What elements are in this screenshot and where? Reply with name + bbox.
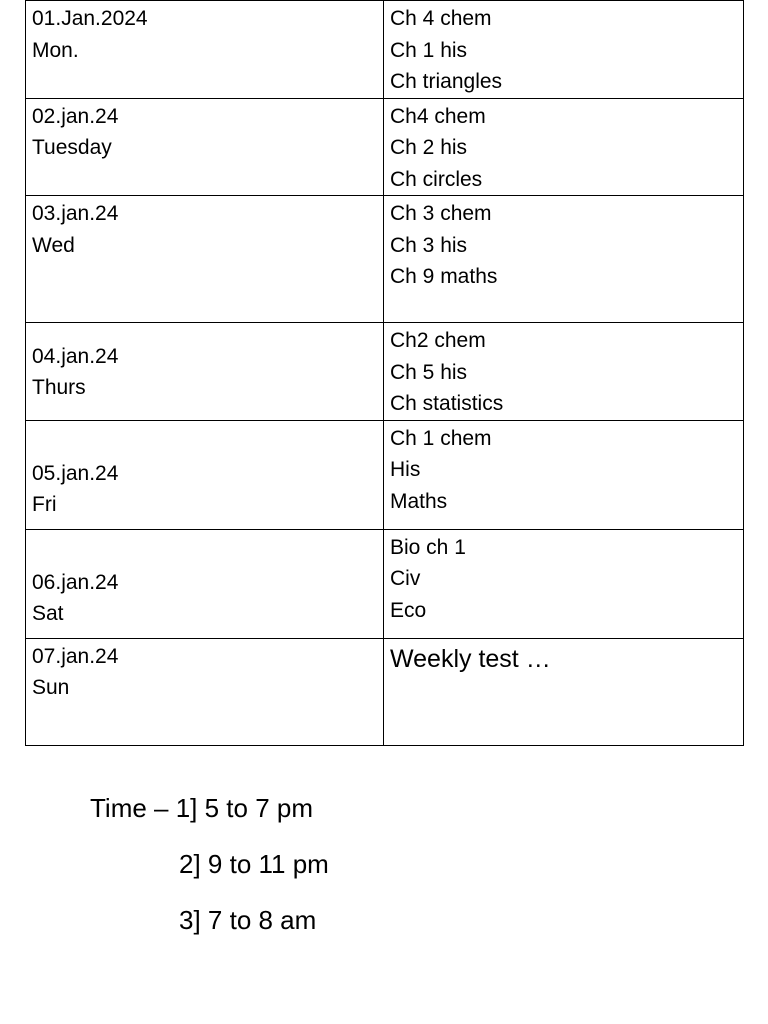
topics-cell bbox=[384, 98, 744, 196]
topic-text: Eco bbox=[390, 598, 427, 622]
date-text: 01.Jan.2024 bbox=[32, 7, 148, 30]
time-slot-1: Time – 1] 5 to 7 pm bbox=[90, 793, 314, 823]
table-row bbox=[26, 98, 744, 196]
date-text: 04.jan.24 bbox=[32, 344, 119, 368]
topic-text: Civ bbox=[390, 567, 421, 590]
topic-text: Weekly test … bbox=[390, 644, 551, 673]
schedule-table bbox=[25, 0, 744, 746]
day-text: Thurs bbox=[32, 376, 86, 400]
topic-text: Maths bbox=[390, 489, 448, 513]
table-row bbox=[26, 323, 744, 421]
date-text: 03.jan.24 bbox=[32, 202, 119, 225]
topics-cell bbox=[384, 420, 744, 529]
topics-cell bbox=[384, 529, 744, 638]
topic-text: Ch 9 maths bbox=[390, 265, 498, 288]
topics-cell bbox=[384, 638, 744, 745]
day-text: Wed bbox=[32, 233, 75, 257]
topic-text: Ch 2 his bbox=[390, 136, 468, 159]
date-text: 06.jan.24 bbox=[32, 570, 119, 594]
topic-text: Bio ch 1 bbox=[390, 535, 466, 559]
table-row bbox=[26, 1, 744, 99]
day-text: Tuesday bbox=[32, 136, 112, 159]
date-cell bbox=[26, 529, 384, 638]
topic-text: Ch4 chem bbox=[390, 104, 486, 128]
date-cell bbox=[26, 98, 384, 196]
date-cell bbox=[26, 1, 384, 99]
day-text: Fri bbox=[32, 493, 57, 516]
time-slot-3: 3] 7 to 8 am bbox=[179, 905, 317, 935]
table-row bbox=[26, 420, 744, 529]
topic-text: Ch 3 his bbox=[390, 233, 468, 257]
day-text: Mon. bbox=[32, 38, 79, 62]
topics-cell bbox=[384, 196, 744, 323]
date-cell bbox=[26, 638, 384, 745]
topics-cell bbox=[384, 1, 744, 99]
topic-text: Ch circles bbox=[390, 167, 483, 191]
topic-text: Ch 5 his bbox=[390, 360, 468, 384]
topics-cell bbox=[384, 323, 744, 421]
topic-text: Ch 4 chem bbox=[390, 7, 492, 30]
topic-text: Ch statistics bbox=[390, 392, 504, 415]
date-cell bbox=[26, 420, 384, 529]
date-text: 07.jan.24 bbox=[32, 644, 119, 668]
topic-text: Ch 1 chem bbox=[390, 426, 492, 450]
topic-text: Ch triangles bbox=[390, 70, 503, 93]
date-cell bbox=[26, 323, 384, 421]
time-slots bbox=[90, 780, 329, 948]
day-text: Sun bbox=[32, 676, 70, 699]
date-text: 05.jan.24 bbox=[32, 461, 119, 485]
table-row bbox=[26, 529, 744, 638]
date-cell bbox=[26, 196, 384, 323]
day-text: Sat bbox=[32, 602, 64, 625]
date-text: 02.jan.24 bbox=[32, 104, 119, 128]
topic-text: Ch 3 chem bbox=[390, 202, 492, 225]
topic-text: Ch 1 his bbox=[390, 38, 468, 62]
topic-text: Ch2 chem bbox=[390, 329, 486, 352]
time-slot-2: 2] 9 to 11 pm bbox=[179, 849, 329, 879]
table-row bbox=[26, 196, 744, 323]
table-row bbox=[26, 638, 744, 745]
topic-text: His bbox=[390, 458, 421, 481]
